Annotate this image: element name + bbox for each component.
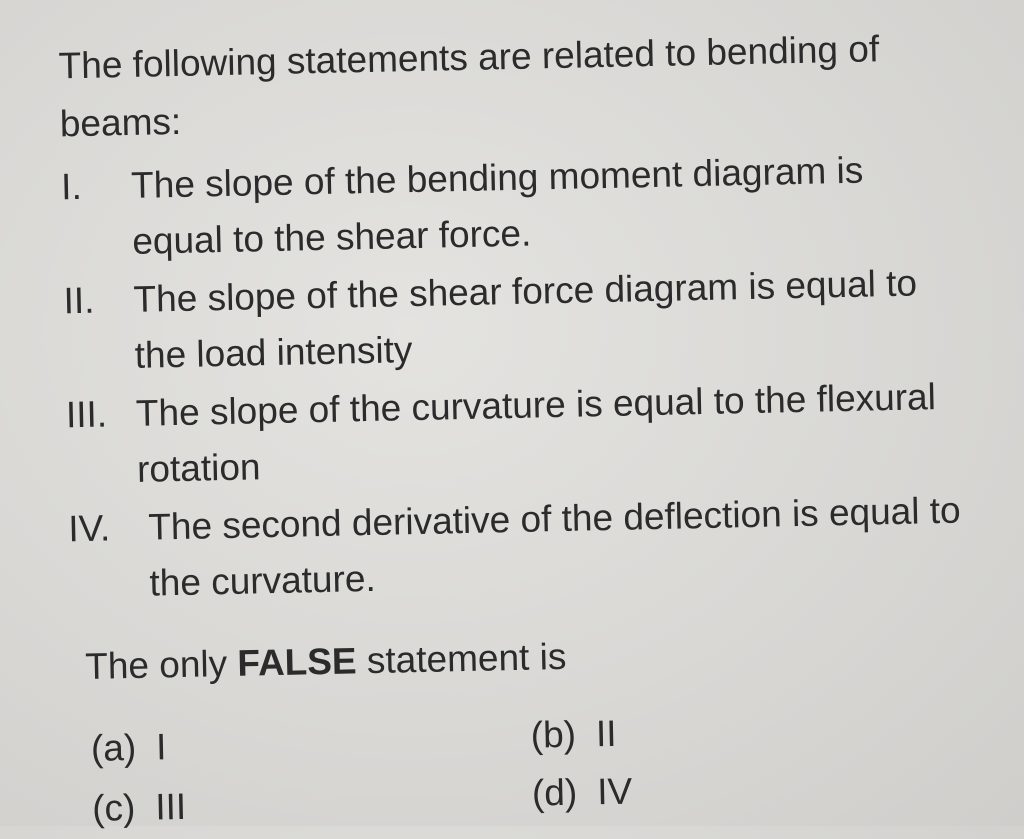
option-value: III: [154, 785, 187, 828]
statement-2: [63, 255, 965, 386]
statement-number: III.: [65, 393, 108, 436]
option-c: [92, 779, 187, 837]
statement-text: The slope of the bending moment diagram is equal to the shear force.: [130, 149, 864, 262]
prompt-emphasis: FALSE: [236, 640, 358, 684]
option-value: II: [595, 712, 617, 755]
question-prompt: [85, 629, 567, 695]
question-intro: The following statements are related to bending of beams:: [58, 28, 880, 145]
statement-text: The slope of the shear force diagram is equal to the load intensity: [133, 262, 918, 376]
option-value: I: [155, 726, 167, 768]
statement-number: II.: [63, 279, 95, 322]
option-label: (c): [91, 786, 136, 829]
statement-1: [61, 141, 963, 272]
option-label: (b): [530, 713, 577, 756]
option-label: (d): [531, 771, 578, 814]
prompt-after: statement is: [356, 635, 567, 682]
option-a: [90, 719, 167, 777]
statement-number: I.: [60, 165, 83, 208]
statement-4: [68, 482, 970, 613]
statement-text: The second derivative of the deflection is equal to the curvature.: [147, 489, 962, 604]
statement-text: The slope of the curvature is equal to the flexural rotation: [135, 376, 937, 490]
option-d: [531, 764, 632, 822]
option-value: IV: [596, 770, 633, 813]
option-b: [530, 706, 617, 764]
statement-number: IV.: [67, 507, 111, 550]
statement-3: [65, 368, 967, 499]
prompt-before: The only: [84, 642, 238, 687]
option-label: (a): [90, 726, 137, 769]
